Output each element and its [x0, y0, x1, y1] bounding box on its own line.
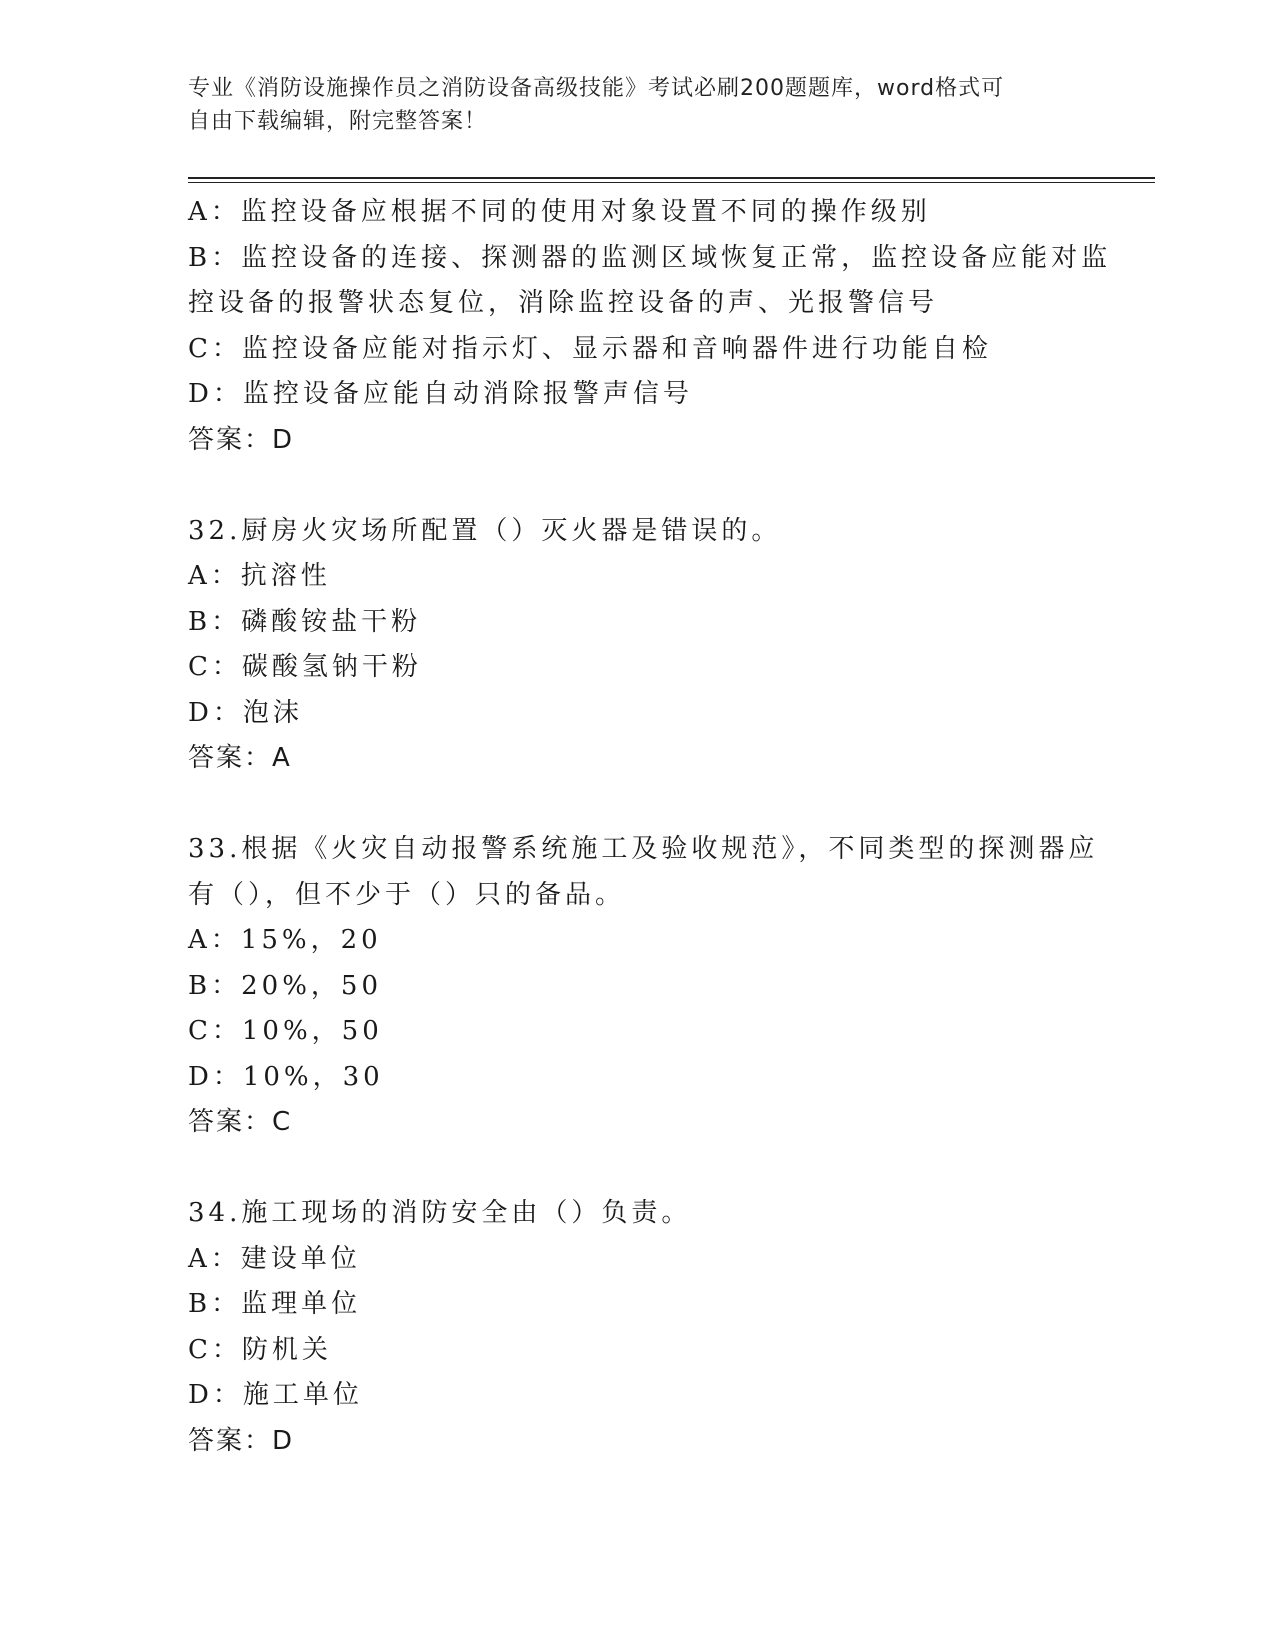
question-list [188, 190, 1112, 1464]
question-block-33 [188, 827, 1099, 1146]
answer-label: 答案：D [188, 424, 295, 455]
option-c: C：防机关 [188, 1334, 332, 1365]
question-block-31 [188, 190, 1112, 463]
question-block-34 [188, 1191, 1088, 1464]
header-title-line2: 自由下载编辑，附完整答案！ [188, 109, 488, 134]
answer-label: 答案：A [188, 743, 292, 773]
option-c: C：监控设备应能对指示灯、显示器和音响器件进行功能自检 [188, 333, 992, 364]
option-a: A：抗溶性 [188, 561, 331, 591]
option-c: C：10%，50 [188, 1016, 383, 1046]
spacer [188, 1146, 1088, 1192]
document-header [188, 72, 1088, 138]
option-d: D：施工单位 [188, 1380, 363, 1410]
spacer [188, 463, 1088, 509]
option-b-line2: 控设备的报警状态复位，消除监控设备的声、光报警信号 [188, 288, 939, 318]
question-stem: 34.施工现场的消防安全由（）负责。 [188, 1198, 692, 1228]
header-divider-thick [188, 177, 1155, 179]
option-b-line1: B：监控设备的连接、探测器的监测区域恢复正常，监控设备应能对监 [188, 242, 1112, 273]
option-a: A：监控设备应根据不同的使用对象设置不同的操作级别 [188, 197, 931, 227]
header-title-line1: 专业《消防设施操作员之消防设备高级技能》考试必刷200题题库，word格式可 [188, 76, 1005, 101]
option-b: B：监理单位 [188, 1289, 362, 1319]
option-c: C：碳酸氢钠干粉 [188, 652, 422, 682]
question-block-32 [188, 509, 1088, 782]
option-a: A：建设单位 [188, 1243, 361, 1274]
option-b: B：磷酸铵盐干粉 [188, 606, 422, 637]
spacer [188, 782, 1088, 828]
answer-label: 答案：C [188, 1107, 293, 1137]
option-a: A：15%，20 [188, 925, 382, 955]
header-divider-thin [188, 182, 1155, 183]
option-d: D：泡沫 [188, 697, 303, 728]
question-stem-line2: 有（），但不少于（）只的备品。 [188, 879, 626, 910]
option-d: D：监控设备应能自动消除报警声信号 [188, 379, 693, 409]
question-stem: 32.厨房火灾场所配置（）灭火器是错误的。 [188, 515, 782, 546]
question-stem-line1: 33.根据《火灾自动报警系统施工及验收规范》，不同类型的探测器应 [188, 834, 1099, 864]
option-d: D：10%，30 [188, 1061, 384, 1092]
option-b: B：20%，50 [188, 970, 382, 1001]
answer-label: 答案：D [188, 1425, 295, 1456]
